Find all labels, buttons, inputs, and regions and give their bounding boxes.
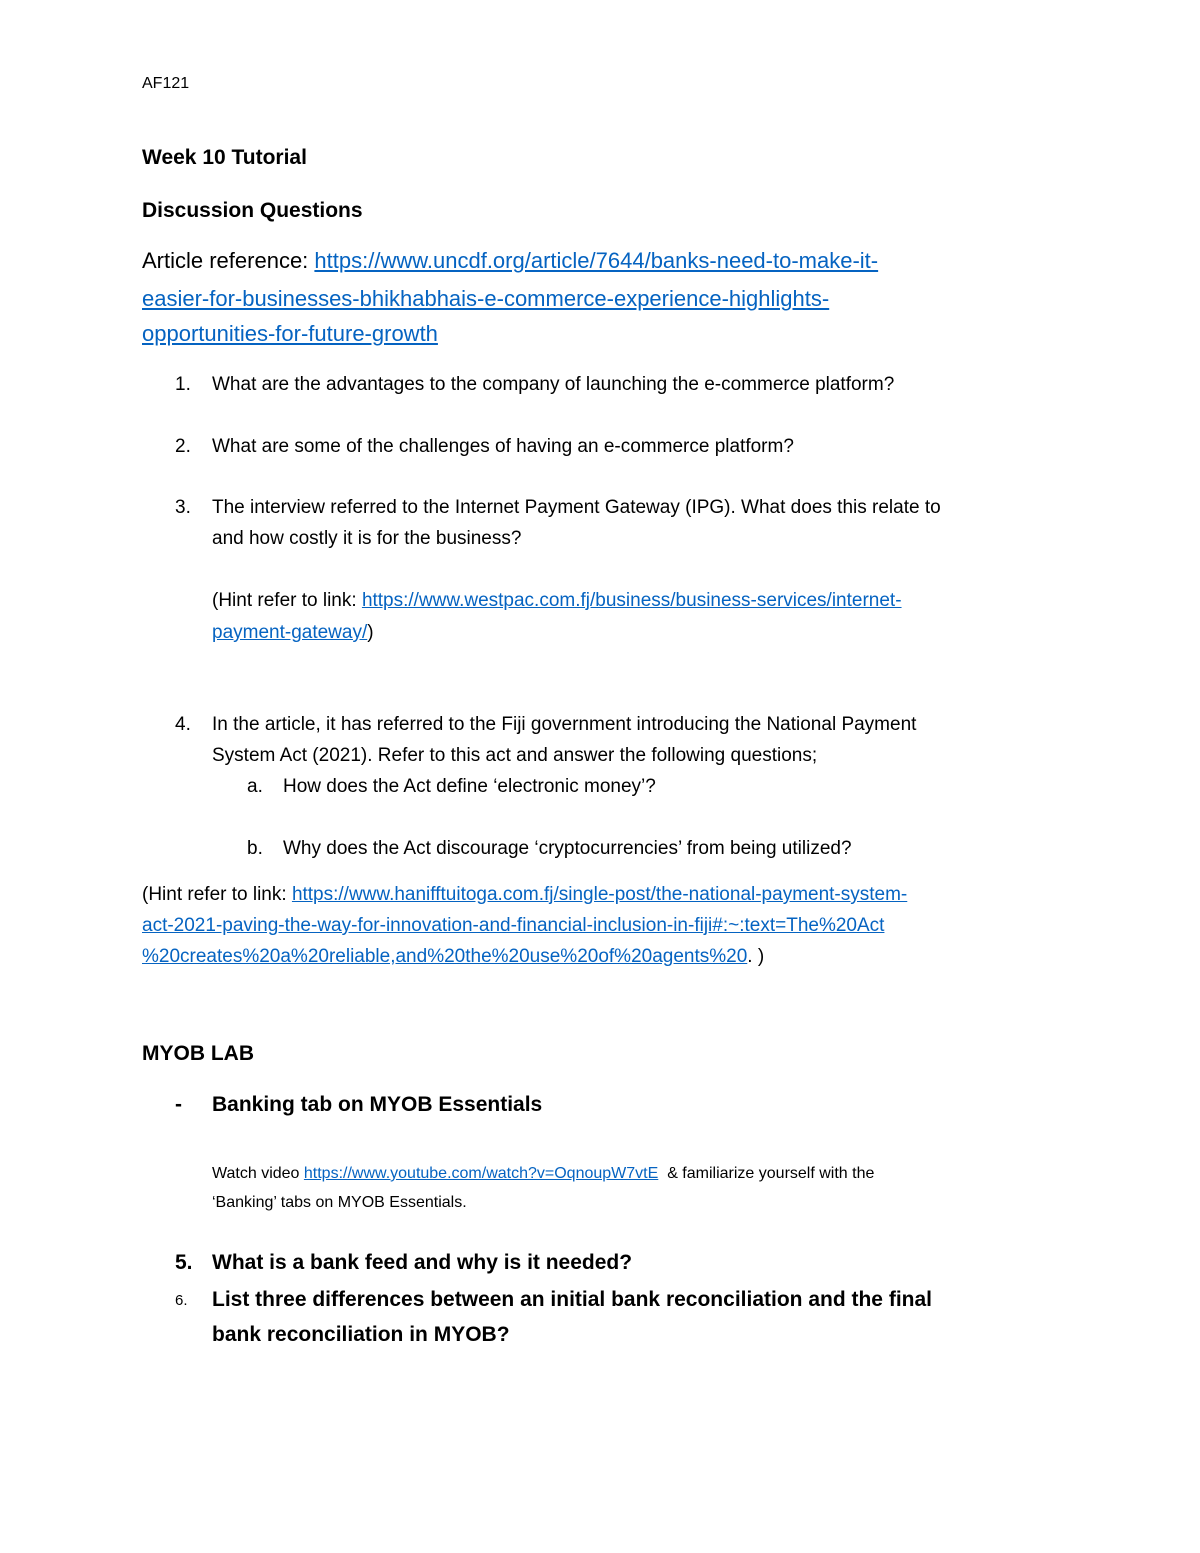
discussion-title: Discussion Questions xyxy=(142,199,363,222)
question-4-line1: In the article, it has referred to the Fiji government introducing the National Payment xyxy=(212,714,917,735)
question-3-number: 3. xyxy=(175,497,191,518)
article-link-line3[interactable]: opportunities-for-future-growth xyxy=(142,321,438,346)
question-3-hint xyxy=(212,590,902,612)
westpac-link-line2[interactable]: payment-gateway/ xyxy=(212,622,368,643)
question-5-text: What is a bank feed and why is it needed? xyxy=(212,1251,633,1274)
article-link-line1[interactable]: https://www.uncdf.org/article/7644/banks-need-to-make-it- xyxy=(314,248,879,273)
question-1-text: What are the advantages to the company of launching the e-commerce platform? xyxy=(212,374,895,395)
question-4-line2: System Act (2021). Refer to this act and answer the following questions; xyxy=(212,745,818,766)
myob-bullet-text: Banking tab on MYOB Essentials xyxy=(212,1093,543,1116)
question-4b-text: Why does the Act discourage ‘cryptocurrencies’ from being utilized? xyxy=(283,838,852,859)
week-title: Week 10 Tutorial xyxy=(142,146,307,169)
question-4-hint-suffix: . ) xyxy=(747,946,765,967)
question-5-number: 5. xyxy=(175,1251,193,1274)
question-3-line1: The interview referred to the Internet Payment Gateway (IPG). What does this relate to xyxy=(212,497,941,518)
myob-lab-title: MYOB LAB xyxy=(142,1042,254,1065)
youtube-link[interactable]: https://www.youtube.com/watch?v=OqnoupW7vtE xyxy=(303,1165,659,1182)
question-3-hint-suffix: ) xyxy=(367,622,374,643)
question-4-hint xyxy=(142,884,907,906)
question-4-hint-prefix: (Hint refer to link: xyxy=(142,884,292,905)
question-3-line2: and how costly it is for the business? xyxy=(212,528,522,549)
question-1-number: 1. xyxy=(175,374,191,395)
course-code-header: AF121 xyxy=(142,75,190,92)
question-6-number: 6. xyxy=(175,1292,188,1309)
question-2-text: What are some of the challenges of having an e-commerce platform? xyxy=(212,436,794,457)
question-2-number: 2. xyxy=(175,436,191,457)
question-3-hint-prefix: (Hint refer to link: xyxy=(212,590,362,611)
question-6-line2: bank reconciliation in MYOB? xyxy=(212,1323,510,1346)
article-reference xyxy=(142,248,878,274)
article-link-line2[interactable]: easier-for-businesses-bhikhabhais-e-commerce-experience-highlights- xyxy=(142,286,830,311)
question-4a-text: How does the Act define ‘electronic money’? xyxy=(283,776,656,797)
myob-bullet-dash: - xyxy=(175,1093,182,1116)
watch-video-line xyxy=(212,1165,874,1183)
haniff-link-line3[interactable]: %20creates%20a%20reliable,and%20the%20use%20of%20agents%20 xyxy=(142,946,748,967)
haniff-link-line2[interactable]: act-2021-paving-the-way-for-innovation-and-financial-inclusion-in-fiji#:~:text=The%20Act xyxy=(142,915,885,936)
westpac-link-line1[interactable]: https://www.westpac.com.fj/business/business-services/internet- xyxy=(361,590,902,611)
watch-video-line2: ‘Banking’ tabs on MYOB Essentials. xyxy=(212,1194,467,1211)
question-4-number: 4. xyxy=(175,714,191,735)
watch-prefix: Watch video xyxy=(212,1165,304,1182)
article-label: Article reference: xyxy=(142,248,315,273)
question-4a-label: a. xyxy=(247,776,263,797)
question-4b-label: b. xyxy=(247,838,263,859)
watch-suffix: & familiarize yourself with the xyxy=(658,1165,875,1182)
question-6-line1: List three differences between an initial bank reconciliation and the final xyxy=(212,1288,932,1311)
haniff-link-line1[interactable]: https://www.hanifftuitoga.com.fj/single-post/the-national-payment-system- xyxy=(291,884,908,905)
